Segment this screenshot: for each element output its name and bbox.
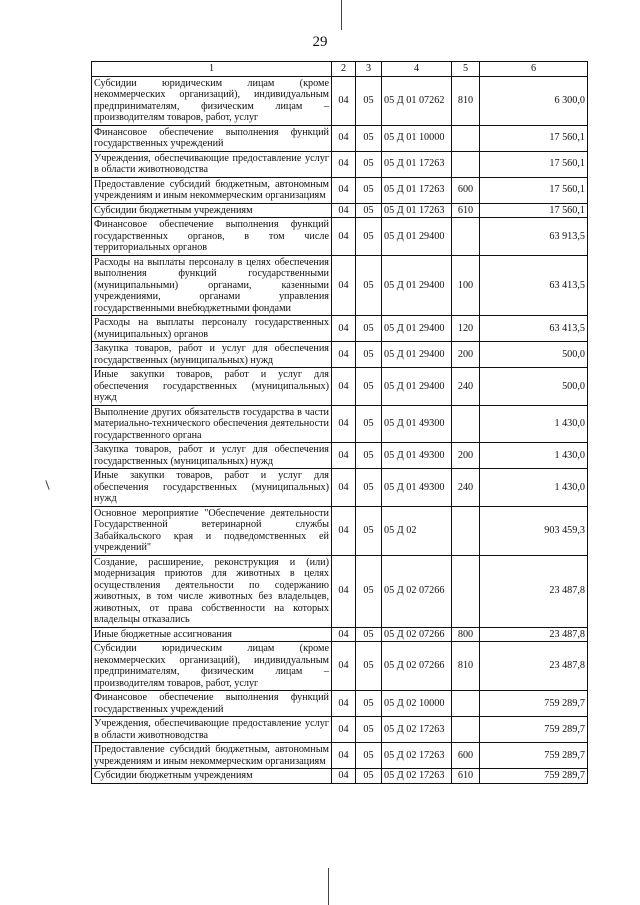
amount-cell: 23 487,8 [480, 642, 588, 691]
subsection-code-cell: 05 [356, 769, 382, 784]
subsection-code-cell: 05 [356, 691, 382, 717]
subsection-code-cell: 05 [356, 627, 382, 642]
table-row [92, 717, 588, 743]
target-article-cell: 05 Д 01 29400 [382, 316, 452, 342]
amount-cell: 63 913,5 [480, 218, 588, 256]
scan-mark-line [328, 868, 329, 905]
section-code-cell: 04 [332, 316, 356, 342]
table-row [92, 342, 588, 368]
table-row [92, 177, 588, 203]
target-article-cell: 05 Д 01 29400 [382, 342, 452, 368]
table-row [92, 218, 588, 256]
row-name-cell: Предоставление субсидий бюджетным, автономным учреждениям и иным некоммерческим организациям [92, 743, 332, 769]
amount-cell: 1 430,0 [480, 443, 588, 469]
amount-cell: 63 413,5 [480, 316, 588, 342]
table-row [92, 627, 588, 642]
target-article-cell: 05 Д 01 17263 [382, 203, 452, 218]
table-row [92, 203, 588, 218]
expense-type-cell: 610 [452, 769, 480, 784]
section-code-cell: 04 [332, 506, 356, 555]
section-code-cell: 04 [332, 642, 356, 691]
table-row [92, 76, 588, 125]
section-code-cell: 04 [332, 177, 356, 203]
subsection-code-cell: 05 [356, 405, 382, 443]
row-name-cell: Выполнение других обязательств государства в части материально-технического обеспечения деятельности государственного органа [92, 405, 332, 443]
target-article-cell: 05 Д 02 17263 [382, 743, 452, 769]
row-name-cell: Расходы на выплаты персоналу в целях обеспечения выполнения функций государственными (муниципальными) органами, казенными учреждениями, органами управления государственными внебюджетными фондами [92, 255, 332, 316]
row-name-cell: Иные закупки товаров, работ и услуг для обеспечения государственных (муниципальных) нужд [92, 469, 332, 507]
row-name-cell: Расходы на выплаты персоналу государственных (муниципальных) органов [92, 316, 332, 342]
amount-cell: 17 560,1 [480, 125, 588, 151]
row-name-cell: Финансовое обеспечение выполнения функций государственных учреждений [92, 691, 332, 717]
column-header: 1 [92, 62, 332, 77]
target-article-cell: 05 Д 01 49300 [382, 469, 452, 507]
target-article-cell: 05 Д 02 17263 [382, 769, 452, 784]
row-name-cell: Закупка товаров, работ и услуг для обеспечения государственных (муниципальных) нужд [92, 443, 332, 469]
amount-cell: 23 487,8 [480, 627, 588, 642]
section-code-cell: 04 [332, 555, 356, 627]
row-name-cell: Учреждения, обеспечивающие предоставление услуг в области животноводства [92, 151, 332, 177]
section-code-cell: 04 [332, 218, 356, 256]
column-header: 3 [356, 62, 382, 77]
row-name-cell: Закупка товаров, работ и услуг для обеспечения государственных (муниципальных) нужд [92, 342, 332, 368]
amount-cell: 759 289,7 [480, 717, 588, 743]
target-article-cell: 05 Д 02 07266 [382, 627, 452, 642]
amount-cell: 759 289,7 [480, 691, 588, 717]
target-article-cell: 05 Д 01 29400 [382, 368, 452, 406]
table-row [92, 151, 588, 177]
row-name-cell: Иные бюджетные ассигнования [92, 627, 332, 642]
expense-type-cell: 800 [452, 627, 480, 642]
section-code-cell: 04 [332, 443, 356, 469]
target-article-cell: 05 Д 01 29400 [382, 218, 452, 256]
expense-type-cell: 610 [452, 203, 480, 218]
column-header: 2 [332, 62, 356, 77]
target-article-cell: 05 Д 02 07266 [382, 555, 452, 627]
expense-type-cell [452, 125, 480, 151]
budget-table [91, 61, 588, 784]
table-row [92, 125, 588, 151]
section-code-cell: 04 [332, 743, 356, 769]
target-article-cell: 05 Д 02 07266 [382, 642, 452, 691]
amount-cell: 23 487,8 [480, 555, 588, 627]
expense-type-cell [452, 405, 480, 443]
expense-type-cell [452, 151, 480, 177]
amount-cell: 903 459,3 [480, 506, 588, 555]
amount-cell: 6 300,0 [480, 76, 588, 125]
subsection-code-cell: 05 [356, 443, 382, 469]
expense-type-cell [452, 555, 480, 627]
subsection-code-cell: 05 [356, 151, 382, 177]
section-code-cell: 04 [332, 627, 356, 642]
section-code-cell: 04 [332, 368, 356, 406]
target-article-cell: 05 Д 01 17263 [382, 177, 452, 203]
expense-type-cell [452, 691, 480, 717]
expense-type-cell: 240 [452, 469, 480, 507]
expense-type-cell [452, 218, 480, 256]
scan-mark-line [45, 480, 49, 490]
section-code-cell: 04 [332, 405, 356, 443]
amount-cell: 1 430,0 [480, 469, 588, 507]
target-article-cell: 05 Д 02 10000 [382, 691, 452, 717]
section-code-cell: 04 [332, 151, 356, 177]
table-row [92, 506, 588, 555]
subsection-code-cell: 05 [356, 743, 382, 769]
expense-type-cell: 240 [452, 368, 480, 406]
amount-cell: 759 289,7 [480, 743, 588, 769]
table-row [92, 769, 588, 784]
subsection-code-cell: 05 [356, 555, 382, 627]
expense-type-cell: 100 [452, 255, 480, 316]
row-name-cell: Финансовое обеспечение выполнения функций государственных учреждений [92, 125, 332, 151]
amount-cell: 500,0 [480, 368, 588, 406]
amount-cell: 63 413,5 [480, 255, 588, 316]
section-code-cell: 04 [332, 717, 356, 743]
subsection-code-cell: 05 [356, 717, 382, 743]
target-article-cell: 05 Д 02 17263 [382, 717, 452, 743]
subsection-code-cell: 05 [356, 255, 382, 316]
row-name-cell: Субсидии бюджетным учреждениям [92, 769, 332, 784]
section-code-cell: 04 [332, 255, 356, 316]
subsection-code-cell: 05 [356, 506, 382, 555]
table-row [92, 642, 588, 691]
table-row [92, 555, 588, 627]
expense-type-cell: 600 [452, 743, 480, 769]
column-header: 4 [382, 62, 452, 77]
table-row [92, 469, 588, 507]
section-code-cell: 04 [332, 76, 356, 125]
subsection-code-cell: 05 [356, 76, 382, 125]
target-article-cell: 05 Д 01 49300 [382, 443, 452, 469]
target-article-cell: 05 Д 01 29400 [382, 255, 452, 316]
table-row [92, 368, 588, 406]
scan-mark-line [341, 0, 342, 30]
amount-cell: 1 430,0 [480, 405, 588, 443]
target-article-cell: 05 Д 01 07262 [382, 76, 452, 125]
subsection-code-cell: 05 [356, 469, 382, 507]
expense-type-cell: 810 [452, 76, 480, 125]
section-code-cell: 04 [332, 342, 356, 368]
row-name-cell: Субсидии бюджетным учреждениям [92, 203, 332, 218]
table-row [92, 743, 588, 769]
row-name-cell: Учреждения, обеспечивающие предоставление услуг в области животноводства [92, 717, 332, 743]
subsection-code-cell: 05 [356, 177, 382, 203]
expense-type-cell [452, 506, 480, 555]
table-row [92, 255, 588, 316]
amount-cell: 17 560,1 [480, 151, 588, 177]
row-name-cell: Финансовое обеспечение выполнения функций государственных органов, в том числе территориальных органов [92, 218, 332, 256]
section-code-cell: 04 [332, 691, 356, 717]
subsection-code-cell: 05 [356, 218, 382, 256]
column-header: 6 [480, 62, 588, 77]
section-code-cell: 04 [332, 469, 356, 507]
subsection-code-cell: 05 [356, 125, 382, 151]
target-article-cell: 05 Д 02 [382, 506, 452, 555]
table-row [92, 405, 588, 443]
expense-type-cell: 200 [452, 342, 480, 368]
expense-type-cell: 120 [452, 316, 480, 342]
table-row [92, 316, 588, 342]
expense-type-cell: 200 [452, 443, 480, 469]
table-header-row [92, 62, 588, 77]
amount-cell: 17 560,1 [480, 203, 588, 218]
row-name-cell: Основное мероприятие "Обеспечение деятельности Государственной ветеринарной службы Забайкальского края и подведомственных ей учреждений" [92, 506, 332, 555]
row-name-cell: Иные закупки товаров, работ и услуг для обеспечения государственных (муниципальных) нужд [92, 368, 332, 406]
amount-cell: 500,0 [480, 342, 588, 368]
subsection-code-cell: 05 [356, 342, 382, 368]
row-name-cell: Создание, расширение, реконструкция и (или) модернизация приютов для животных в целях осуществления деятельности по содержанию животных, в том числе животных без владельцев, животных, от права собственности на которых владельцы отказались [92, 555, 332, 627]
target-article-cell: 05 Д 01 17263 [382, 151, 452, 177]
section-code-cell: 04 [332, 769, 356, 784]
section-code-cell: 04 [332, 125, 356, 151]
expense-type-cell: 600 [452, 177, 480, 203]
target-article-cell: 05 Д 01 49300 [382, 405, 452, 443]
subsection-code-cell: 05 [356, 203, 382, 218]
amount-cell: 759 289,7 [480, 769, 588, 784]
expense-type-cell [452, 717, 480, 743]
target-article-cell: 05 Д 01 10000 [382, 125, 452, 151]
row-name-cell: Предоставление субсидий бюджетным, автономным учреждениям и иным некоммерческим организациям [92, 177, 332, 203]
expense-type-cell: 810 [452, 642, 480, 691]
row-name-cell: Субсидии юридическим лицам (кроме некоммерческих организаций), индивидуальным предпринимателям, физическим лицам – производителям товаров, работ, услуг [92, 76, 332, 125]
row-name-cell: Субсидии юридическим лицам (кроме некоммерческих организаций), индивидуальным предпринимателям, физическим лицам – производителям товаров, работ, услуг [92, 642, 332, 691]
subsection-code-cell: 05 [356, 368, 382, 406]
table-row [92, 691, 588, 717]
section-code-cell: 04 [332, 203, 356, 218]
subsection-code-cell: 05 [356, 316, 382, 342]
page-number: 29 [312, 34, 328, 50]
table-row [92, 443, 588, 469]
amount-cell: 17 560,1 [480, 177, 588, 203]
subsection-code-cell: 05 [356, 642, 382, 691]
column-header: 5 [452, 62, 480, 77]
